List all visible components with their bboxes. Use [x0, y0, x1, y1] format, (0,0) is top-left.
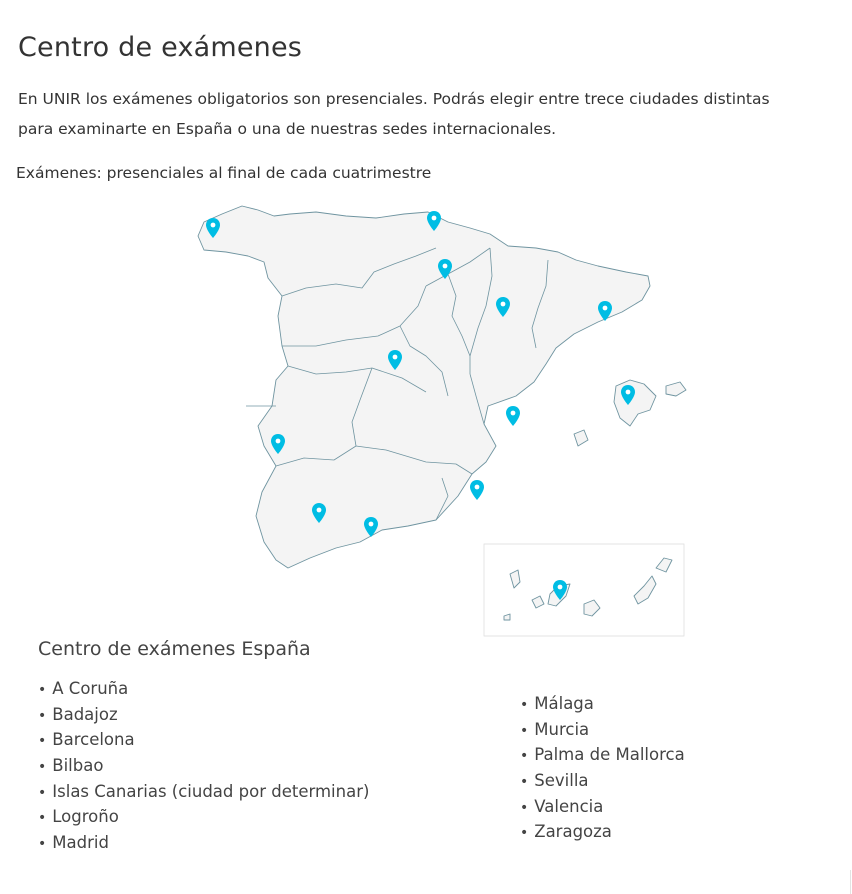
- exam-centers-list-left: [38, 676, 369, 856]
- list-item: [520, 717, 685, 743]
- bullet: •: [38, 682, 47, 698]
- bullet: •: [520, 748, 529, 765]
- city-name: Zaragoza: [534, 822, 612, 842]
- map-pin-icon[interactable]: [438, 259, 452, 283]
- list-item: [38, 779, 369, 805]
- list-item: [38, 702, 369, 728]
- bullet: •: [38, 733, 47, 750]
- city-name: Badajoz: [52, 704, 118, 724]
- city-name: Valencia: [534, 796, 604, 816]
- exam-schedule-text: Exámenes: presenciales al final de cada cuatrimestre: [16, 164, 432, 182]
- map-pin-icon[interactable]: [496, 297, 510, 321]
- divider: [850, 870, 851, 894]
- map-pin-icon[interactable]: [553, 580, 567, 604]
- city-name: Islas Canarias (ciudad por determinar): [52, 781, 370, 801]
- city-name: Málaga: [534, 694, 594, 713]
- bullet: •: [520, 697, 529, 713]
- ibiza-outline: [574, 430, 588, 446]
- map-pin-icon[interactable]: [206, 218, 220, 242]
- list-item: [38, 830, 369, 856]
- map-pin-icon[interactable]: [621, 385, 635, 409]
- map-pin-icon[interactable]: [506, 406, 520, 430]
- city-name: Madrid: [52, 833, 109, 853]
- menorca-outline: [666, 382, 686, 396]
- list-item: [38, 727, 369, 753]
- city-name: Sevilla: [534, 771, 589, 791]
- exam-centers-heading: Centro de exámenes España: [38, 638, 311, 660]
- intro-text: En UNIR los exámenes obligatorios son presenciales. Podrás elegir entre trece ciudades distintas para examinarte en España o una de nuestras sedes internacionales.: [18, 90, 770, 138]
- city-name: Murcia: [534, 719, 590, 739]
- city-name: A Coruña: [52, 679, 129, 698]
- map-pin-icon[interactable]: [427, 211, 441, 235]
- list-item: [520, 691, 685, 717]
- bullet: •: [520, 774, 529, 791]
- list-item: [520, 794, 685, 820]
- bullet: •: [520, 799, 529, 816]
- exam-centers-list-right: [520, 691, 685, 845]
- bullet: •: [38, 759, 47, 776]
- list-item: [520, 742, 685, 768]
- bullet: •: [38, 707, 47, 724]
- spain-map: [186, 196, 696, 642]
- map-pin-icon[interactable]: [364, 517, 378, 541]
- list-item: [520, 819, 685, 845]
- list-item: [38, 804, 369, 830]
- city-name: Barcelona: [52, 730, 135, 750]
- city-name: Logroño: [52, 807, 119, 827]
- bullet: •: [520, 722, 529, 739]
- bullet: •: [38, 836, 47, 853]
- bullet: •: [38, 784, 47, 801]
- peninsula-outline: [198, 206, 650, 568]
- map-pin-icon[interactable]: [271, 434, 285, 458]
- map-pin-icon[interactable]: [598, 301, 612, 325]
- list-item: [520, 768, 685, 794]
- bullet: •: [38, 810, 47, 827]
- canary-inset-frame: [484, 544, 684, 636]
- city-name: Bilbao: [52, 756, 104, 776]
- map-pin-icon[interactable]: [312, 503, 326, 527]
- bullet: •: [520, 825, 529, 842]
- map-pin-icon[interactable]: [470, 480, 484, 504]
- page-title: Centro de exámenes: [18, 32, 303, 63]
- list-item: [38, 753, 369, 779]
- city-name: Palma de Mallorca: [534, 745, 685, 765]
- list-item: [38, 676, 369, 702]
- map-pin-icon[interactable]: [388, 350, 402, 374]
